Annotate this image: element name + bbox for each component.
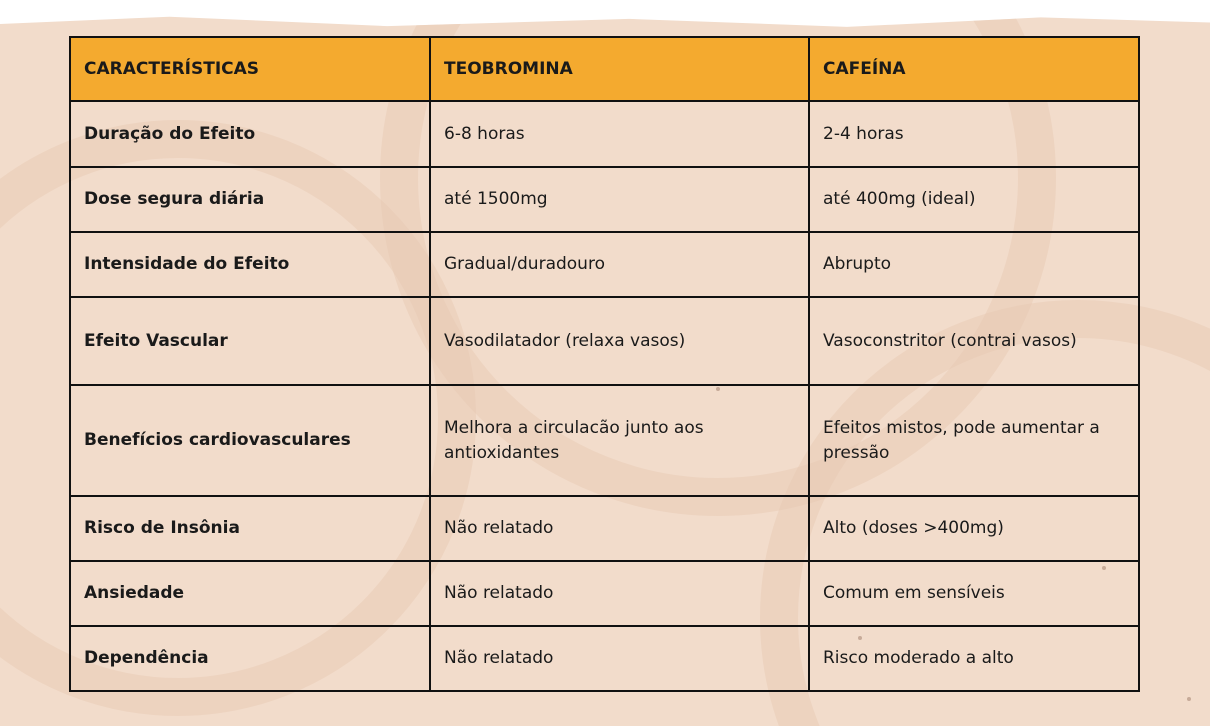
feature-cell: Benefícios cardiovasculares	[70, 385, 430, 496]
header-cafeina: CAFEÍNA	[809, 37, 1139, 101]
table-header-row	[70, 37, 1139, 101]
table-row	[70, 626, 1139, 691]
feature-cell: Duração do Efeito	[70, 101, 430, 167]
teobromina-cell: Não relatado	[430, 496, 809, 561]
background-speck	[1187, 697, 1191, 701]
table-row	[70, 167, 1139, 232]
teobromina-cell: Não relatado	[430, 626, 809, 691]
header-caracteristicas: CARACTERÍSTICAS	[70, 37, 430, 101]
feature-cell: Dependência	[70, 626, 430, 691]
cafeina-cell: Comum em sensíveis	[809, 561, 1139, 626]
feature-cell: Ansiedade	[70, 561, 430, 626]
cafeina-cell: 2-4 horas	[809, 101, 1139, 167]
cafeina-cell: Vasoconstritor (contrai vasos)	[809, 297, 1139, 385]
cafeina-cell: até 400mg (ideal)	[809, 167, 1139, 232]
feature-cell: Dose segura diária	[70, 167, 430, 232]
table-row	[70, 232, 1139, 297]
comparison-table	[69, 36, 1140, 692]
table-row	[70, 101, 1139, 167]
feature-cell: Risco de Insônia	[70, 496, 430, 561]
table-row	[70, 561, 1139, 626]
teobromina-cell: até 1500mg	[430, 167, 809, 232]
cafeina-cell: Efeitos mistos, pode aumentar a pressão	[809, 385, 1139, 496]
cafeina-cell: Abrupto	[809, 232, 1139, 297]
feature-cell: Efeito Vascular	[70, 297, 430, 385]
table-row	[70, 385, 1139, 496]
teobromina-cell: Vasodilatador (relaxa vasos)	[430, 297, 809, 385]
table-row	[70, 297, 1139, 385]
cafeina-cell: Alto (doses >400mg)	[809, 496, 1139, 561]
header-teobromina: TEOBROMINA	[430, 37, 809, 101]
feature-cell: Intensidade do Efeito	[70, 232, 430, 297]
teobromina-cell: 6-8 horas	[430, 101, 809, 167]
cafeina-cell: Risco moderado a alto	[809, 626, 1139, 691]
teobromina-cell: Não relatado	[430, 561, 809, 626]
teobromina-cell: Melhora a circulacão junto aos antioxidantes	[430, 385, 809, 496]
teobromina-cell: Gradual/duradouro	[430, 232, 809, 297]
table-row	[70, 496, 1139, 561]
